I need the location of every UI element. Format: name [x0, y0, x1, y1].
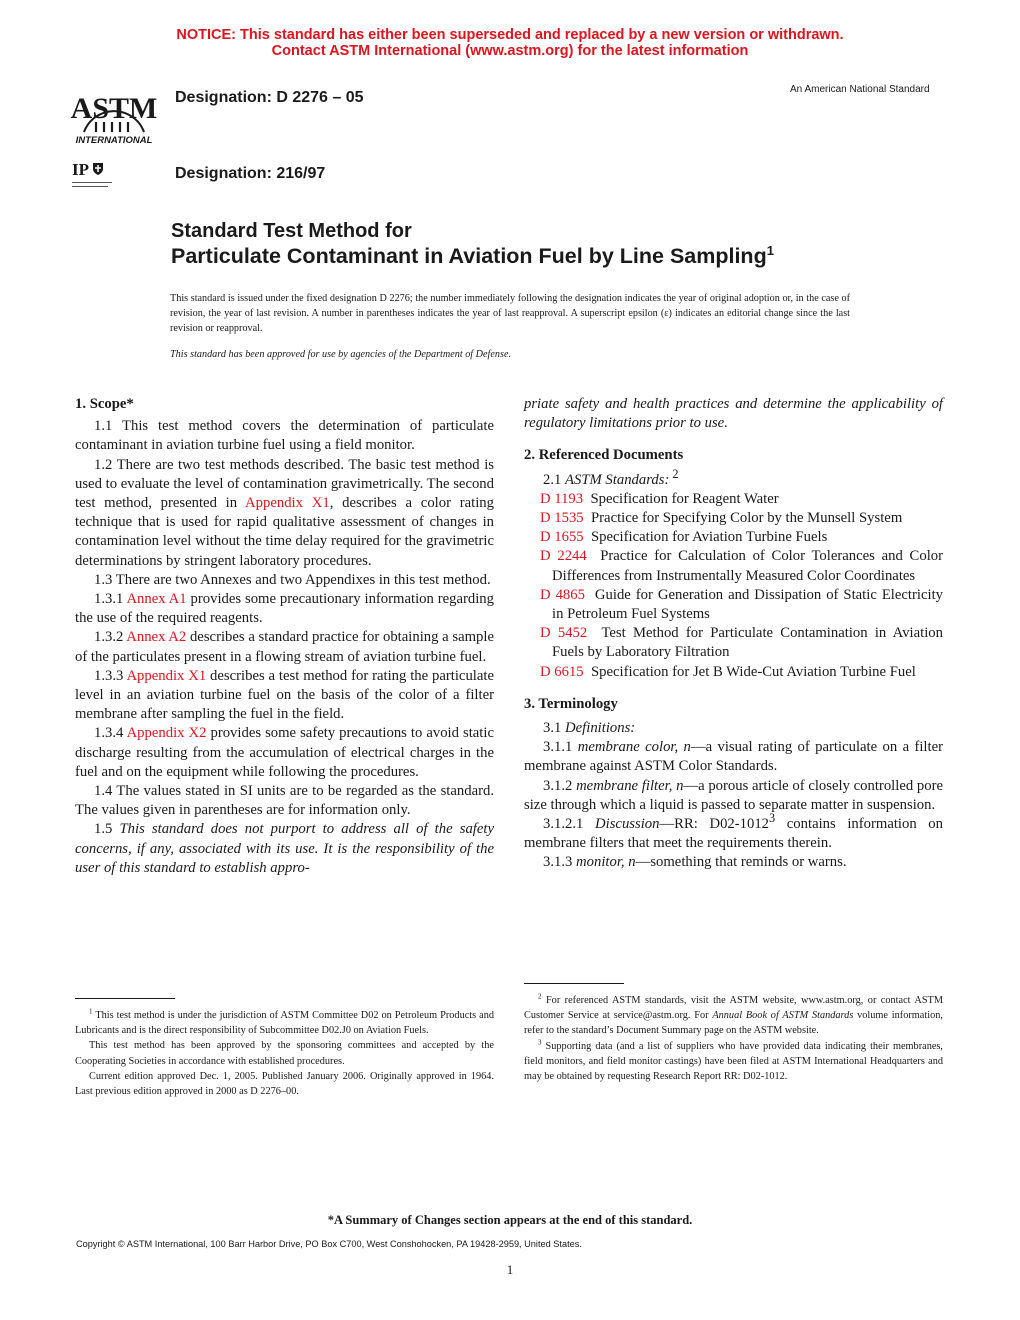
para-3-1-2: 3.1.2 membrane filter, n—a porous article of closely controlled pore size through which a liquid is passed to separate matter in suspension. [524, 777, 943, 813]
ref-item: D 1535 Practice for Specifying Color by the Munsell System [540, 510, 903, 527]
ref-list [524, 490, 943, 682]
designation-astm: Designation: D 2276 – 05 [175, 89, 364, 106]
svg-text:ASTM: ASTM [70, 92, 158, 125]
para-1-3: 1.3 There are two Annexes and two Appendixes in this test method. [94, 571, 491, 588]
appendix-x1-link[interactable]: Appendix X1 [245, 495, 330, 512]
scope-heading: 1. Scope* [75, 396, 134, 412]
logo-label: INTERNATIONAL [75, 135, 153, 146]
designation-ip: Designation: 216/97 [175, 165, 326, 182]
national-standard-label: An American National Standard [790, 84, 930, 95]
shield-icon [92, 162, 104, 176]
para-1-3-1: 1.3.1 Annex A1 provides some precautionary information regarding the use of the required reagents. [75, 591, 494, 627]
page-number: 1 [506, 1262, 514, 1277]
para-1-3-3: 1.3.3 Appendix X1 describes a test method for rating the particulate level in an aviation turbine fuel on the basis of the color of a filter membrane after sampling the fuel in the field. [75, 667, 494, 723]
title-line-1: Standard Test Method for [171, 220, 412, 242]
ref-item: D 2244 Practice for Calculation of Color Tolerances and Color Differences from Instrumentally Measured Color Coordinates [540, 548, 944, 584]
issuance-statement: This standard is issued under the fixed designation D 2276; the number immediately following the designation indicates the year of original adoption or, in the case of revision, the year of last revision. A number in parentheses indicates the year of last reapproval. A superscript epsilon (ε) indicates an editorial change since the last revision or reapproval. [170, 293, 850, 334]
ref-code-link[interactable]: D 5452 [540, 625, 588, 642]
left-column [75, 395, 494, 878]
para-1-5: 1.5 This standard does not purport to address all of the safety concerns, if any, associated with its use. It is the responsibility of the user of this standard to establish appro- [75, 821, 495, 876]
para-1-5-cont: priate safety and health practices and determine the applicability of regulatory limitations prior to use. [524, 396, 943, 432]
title-footnote-mark: 1 [766, 243, 774, 258]
ip-logo-lines [72, 182, 112, 187]
footnotes-left [75, 1008, 494, 1099]
para-3-1: 3.1 Definitions: [543, 720, 636, 737]
ip-mark: IP [72, 160, 89, 179]
annex-a2-link[interactable]: Annex A2 [126, 629, 187, 646]
annex-a1-link[interactable]: Annex A1 [126, 591, 187, 608]
title-line-2: Particulate Contaminant in Aviation Fuel by Line Sampling [171, 244, 767, 268]
dod-statement: This standard has been approved for use by agencies of the Department of Defense. [170, 349, 512, 360]
ref-item: D 6615 Specification for Jet B Wide-Cut Aviation Turbine Fuel [540, 663, 916, 680]
ref-code-link[interactable]: D 4865 [540, 586, 585, 603]
notice-line-2: Contact ASTM International (www.astm.org) for the latest information [271, 43, 749, 59]
refdocs-heading: 2. Referenced Documents [524, 447, 684, 464]
appendix-x2-link[interactable]: Appendix X2 [126, 725, 207, 742]
copyright: Copyright © ASTM International, 100 Barr Harbor Drive, PO Box C700, West Conshohocken, PA 19428-2959, United States. [76, 1239, 582, 1249]
para-1-1: 1.1 This test method covers the determination of particulate contaminant in aviation turbine fuel using a field monitor. [75, 418, 494, 454]
terminology-heading: 3. Terminology [524, 695, 618, 712]
footnotes-right [524, 993, 943, 1084]
ref-code-link[interactable]: D 2244 [540, 548, 587, 565]
footnote-1-approval: This test method has been approved by the sponsoring committees and accepted by the Cooperating Societies in accordance with established procedures. [75, 1040, 494, 1067]
para-1-3-4: 1.3.4 Appendix X2 provides some safety precautions to avoid static discharge resulting from the accumulation of electrical charges in the fuel and on the equipment while following the procedures. [75, 725, 494, 780]
appendix-x1-link-2[interactable]: Appendix X1 [126, 667, 207, 684]
summary-of-changes-note: *A Summary of Changes section appears at the end of this standard. [327, 1213, 693, 1227]
para-1-2: 1.2 There are two test methods described. The basic test method is used to evaluate the level of contamination gravimetrically. The second test method, presented in Appendix X1, describes a color rating technique that is used for rapid qualitative assessment of changes in contamination level without the time delay required for the gravimetric determinations by stringent laboratory procedures. [75, 456, 494, 569]
footnote-2: $^2$ For referenced ASTM standards, visit the ASTM website, www.astm.org, or contact ASTM Customer Service at service@astm.org. For Annual Book of ASTM Standards volume information, refer to the standard’s Document Summary page on the ASTM website. [524, 992, 944, 1037]
ref-item: D 1193 Specification for Reagent Water [540, 490, 779, 507]
ref-item: D 5452 Test Method for Particulate Contamination in Aviation Fuels by Laboratory Filtration [540, 625, 943, 661]
notice-line-1: NOTICE: This standard has either been superseded and replaced by a new version or withdrawn. [176, 27, 844, 43]
right-column [524, 395, 943, 873]
ref-item: D 4865 Guide for Generation and Dissipation of Static Electricity in Petroleum Fuel Systems [540, 586, 943, 623]
footnote-rule-right [524, 983, 624, 984]
para-3-1-3: 3.1.3 monitor, n—something that reminds or warns. [543, 854, 847, 871]
ip-logo [72, 160, 112, 187]
footnote-rule-left [75, 998, 175, 999]
para-3-1-2-1: 3.1.2.1 Discussion—RR: D02-1012$^3$ contains information on membrane filters that meet the requirements therein. [524, 811, 943, 852]
page-title [171, 243, 774, 269]
ref-item: D 1655 Specification for Aviation Turbine Fuels [540, 529, 828, 546]
footnote-3: $^3$ Supporting data (and a list of suppliers who have provided data indicating their membranes, field monitors, and field monitor castings) have been filed at ASTM International Headquarters and may be obtained by requesting Research Report RR: D02-1012. [524, 1038, 943, 1083]
footnote-1: $^1$ This test method is under the jurisdiction of ASTM Committee D02 on Petroleum Products and Lubricants and is the direct responsibility of Subcommittee D02.J0 on Aviation Fuels. [75, 1007, 495, 1037]
ref-code-link[interactable]: D 1535 [540, 510, 584, 527]
ref-code-link[interactable]: D 6615 [540, 663, 584, 680]
ref-code-link[interactable]: D 1655 [540, 529, 584, 546]
para-1-3-2: 1.3.2 Annex A2 describes a standard practice for obtaining a sample of the particulates present in a flowing stream of aviation turbine fuel. [75, 629, 494, 665]
para-2-1: 2.1 ASTM Standards: $^2$ [543, 466, 679, 488]
para-1-4: 1.4 The values stated in SI units are to be regarded as the standard. The values given in parentheses are for information only. [75, 783, 494, 819]
astm-logo [66, 74, 162, 150]
footnote-1-edition: Current edition approved Dec. 1, 2005. Published January 2006. Originally approved in 1964. Last previous edition approved in 2000 as D 2276–00. [75, 1070, 494, 1098]
para-3-1-1: 3.1.1 membrane color, n—a visual rating of particulate on a filter membrane against ASTM Color Standards. [524, 739, 944, 775]
ref-code-link[interactable]: D 1193 [540, 490, 584, 507]
